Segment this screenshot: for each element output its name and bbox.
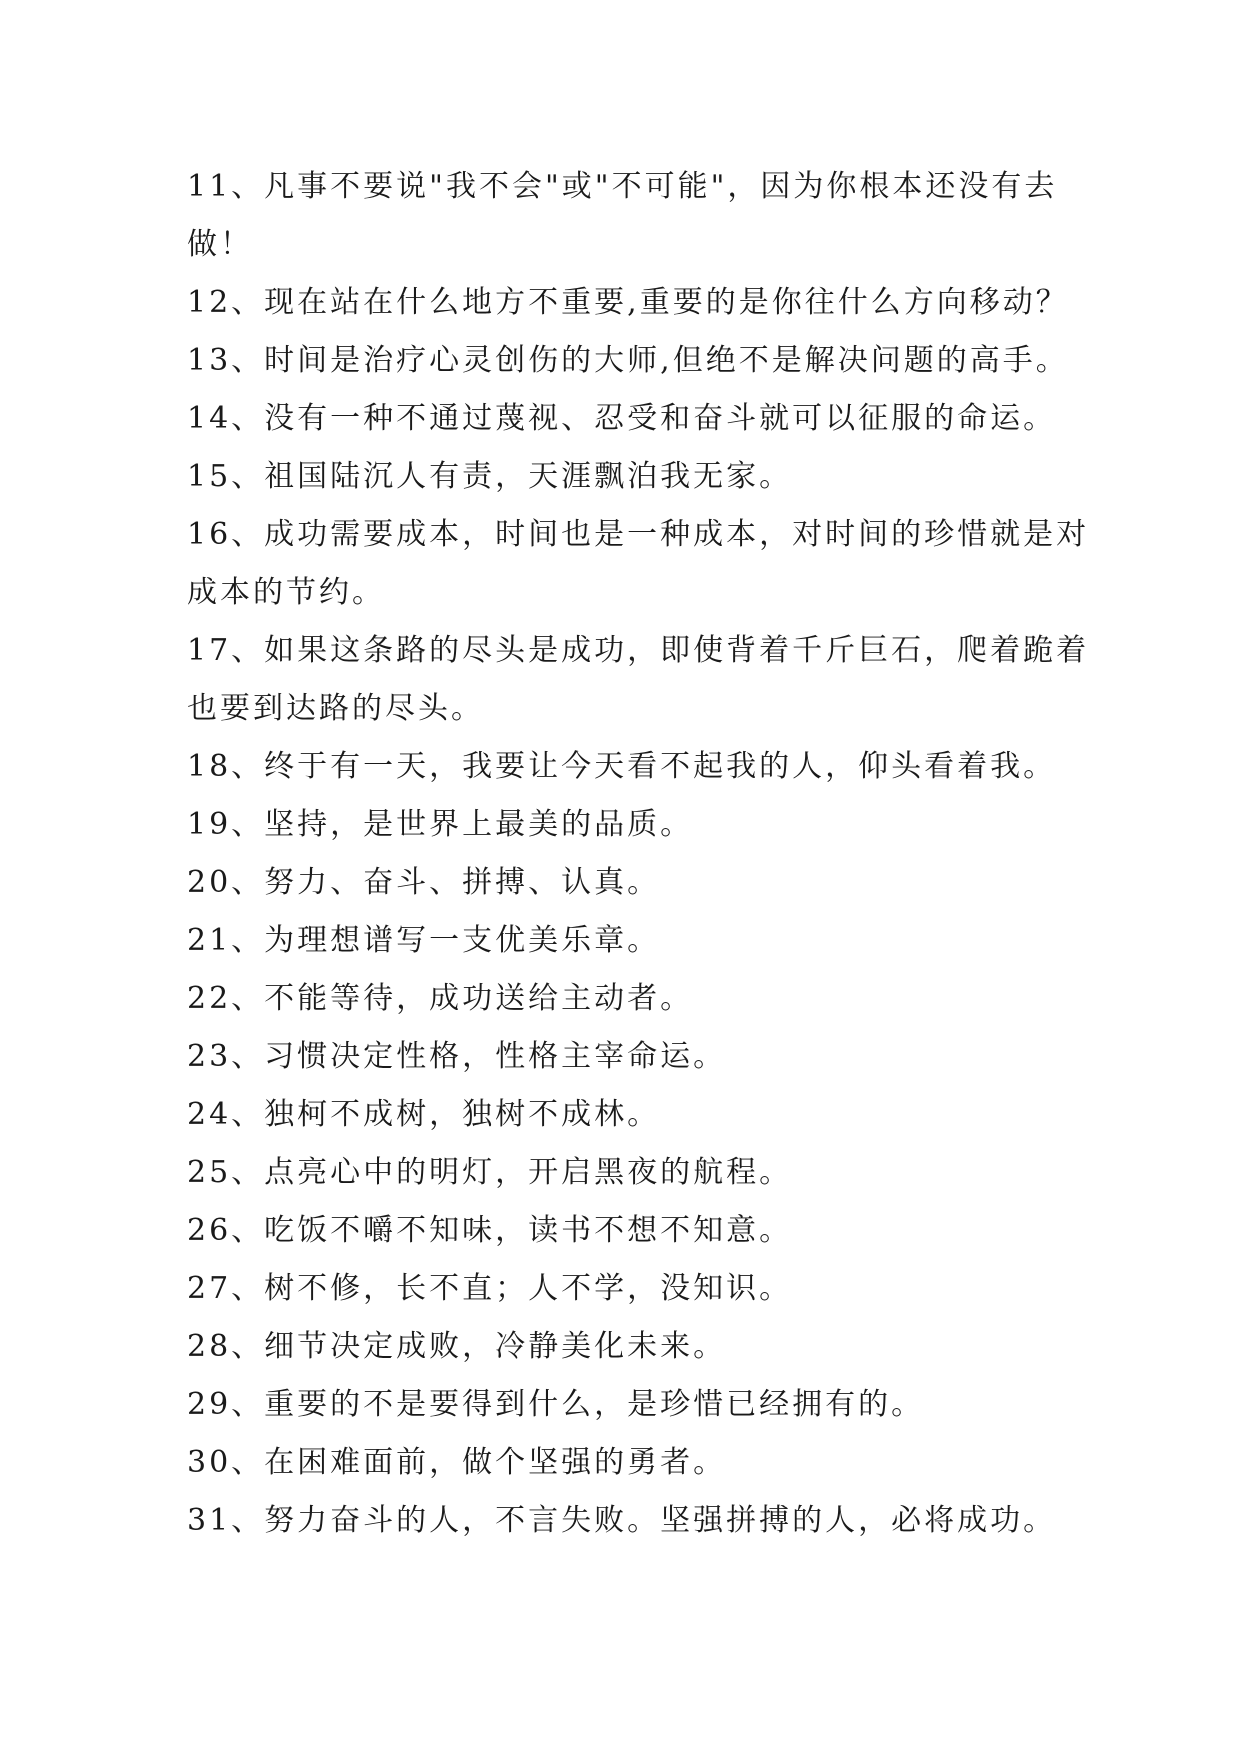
list-item: 27、树不修，长不直；人不学，没知识。: [187, 1271, 793, 1306]
list-item: 25、点亮心中的明灯，开启黑夜的航程。: [187, 1155, 793, 1190]
list-item: 12、现在站在什么地方不重要,重要的是你往什么方向移动？: [187, 285, 1069, 320]
list-item: 18、终于有一天，我要让今天看不起我的人，仰头看着我。: [187, 749, 1057, 784]
list-item: 22、不能等待，成功送给主动者。: [187, 981, 694, 1016]
list-item: 15、祖国陆沉人有责，天涯飘泊我无家。: [187, 459, 793, 494]
list-item: 28、细节决定成败，冷静美化未来。: [187, 1329, 727, 1364]
list-item: 26、吃饭不嚼不知味，读书不想不知意。: [187, 1213, 793, 1248]
list-item: 29、重要的不是要得到什么，是珍惜已经拥有的。: [187, 1387, 925, 1422]
list-item: 20、努力、奋斗、拼搏、认真。: [187, 865, 661, 900]
list-item: 17、如果这条路的尽头是成功，即使背着千斤巨石，爬着跪着也要到达路的尽头。: [187, 633, 1090, 726]
list-item: 24、独柯不成树，独树不成林。: [187, 1097, 661, 1132]
list-item: 16、成功需要成本，时间也是一种成本，对时间的珍惜就是对成本的节约。: [187, 517, 1090, 610]
list-item: 23、习惯决定性格，性格主宰命运。: [187, 1039, 727, 1074]
list-item: 13、时间是治疗心灵创伤的大师,但绝不是解决问题的高手。: [187, 343, 1069, 378]
list-item: 19、坚持，是世界上最美的品质。: [187, 807, 694, 842]
list-item: 11、凡事不要说"我不会"或"不可能"，因为你根本还没有去做！: [187, 169, 1058, 262]
quote-list: [187, 158, 1097, 1550]
list-item: 21、为理想谱写一支优美乐章。: [187, 923, 661, 958]
list-item: 31、努力奋斗的人，不言失败。坚强拼搏的人，必将成功。: [187, 1503, 1057, 1538]
list-item: 30、在困难面前，做个坚强的勇者。: [187, 1445, 727, 1480]
list-item: 14、没有一种不通过蔑视、忍受和奋斗就可以征服的命运。: [187, 401, 1057, 436]
